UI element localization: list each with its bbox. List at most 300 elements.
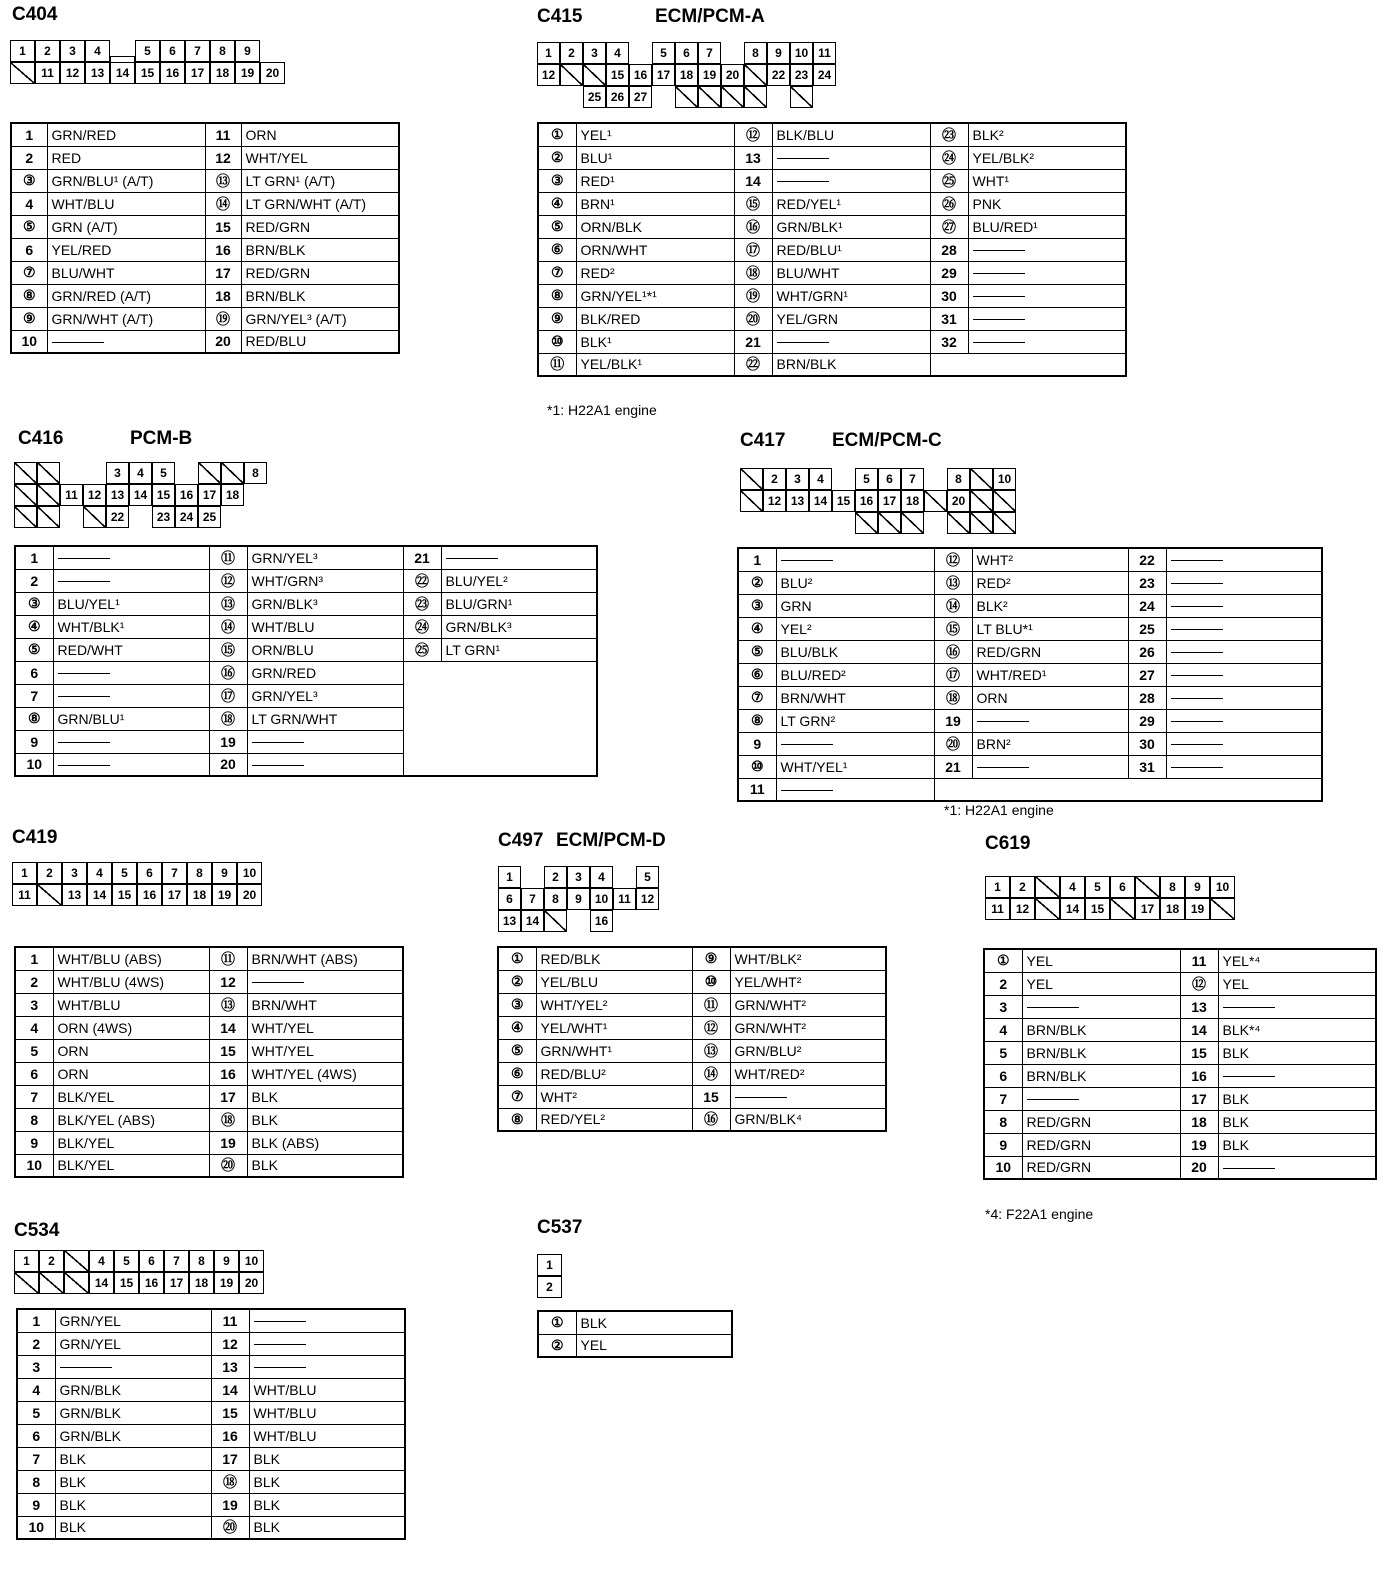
wire-color: WHT/BLU (ABS)	[53, 947, 209, 970]
table-row	[11, 261, 399, 284]
wire-color: GRN/YEL	[55, 1309, 211, 1332]
cavity-pin: 18	[901, 490, 924, 512]
table-row	[738, 709, 1322, 732]
pin-number: ㉖	[930, 192, 968, 215]
cavity-pin: 20	[721, 64, 744, 86]
wire-color: ORN (4WS)	[53, 1016, 209, 1039]
pin-number: ㉕	[403, 638, 441, 661]
pin-number: ⑬	[209, 592, 247, 615]
table-row	[11, 238, 399, 261]
pin-number: ㉔	[403, 615, 441, 638]
wire-color: WHT/RED¹	[972, 663, 1128, 686]
table-row	[15, 1039, 403, 1062]
cavity-unused	[901, 512, 924, 534]
table-row	[15, 1108, 403, 1131]
wire-color: GRN/YEL¹*¹	[576, 284, 734, 307]
cavity-pin: 24	[813, 64, 836, 86]
wire-color: BLU/YEL¹	[53, 592, 209, 615]
cavity-pin: 14	[110, 62, 135, 84]
cavity-pin: 8	[1160, 876, 1185, 898]
pinout-table	[16, 1308, 406, 1540]
wire-color	[1166, 755, 1322, 778]
cavity-pin: 8	[947, 468, 970, 490]
cavity-pin: 15	[1085, 898, 1110, 920]
cavity-pin: 2	[763, 468, 786, 490]
no-wire-dash	[58, 765, 110, 767]
cavity-pin: 11	[813, 42, 836, 64]
cavity-pin: 15	[152, 484, 175, 506]
wire-color: YEL²	[776, 617, 934, 640]
pin-number: 18	[205, 284, 241, 307]
cavity-pin: 16	[855, 490, 878, 512]
cavity-pin: 18	[221, 484, 244, 506]
pin-number: ⑨	[692, 947, 730, 970]
cavity-pin: 8	[544, 888, 567, 910]
cavity-pin: 15	[114, 1272, 139, 1294]
wire-color	[772, 169, 930, 192]
pin-number: 16	[211, 1424, 249, 1447]
table-row	[738, 617, 1322, 640]
wire-color: BLK/RED	[576, 307, 734, 330]
pin-number: 17	[211, 1447, 249, 1470]
cavity-unused	[675, 86, 698, 108]
pin-number: 11	[211, 1309, 249, 1332]
wire-color: RED/GRN	[241, 215, 399, 238]
cavity-unused	[37, 484, 60, 506]
footnote: *4: F22A1 engine	[985, 1206, 1094, 1222]
connector-subtitle: ECM/PCM-C	[832, 430, 942, 451]
wire-color: GRN/RED	[247, 661, 403, 684]
pin-number: ⑭	[692, 1062, 730, 1085]
wire-color: BRN/BLK	[241, 238, 399, 261]
cavity-pin: 9	[567, 888, 590, 910]
table-row	[538, 261, 1126, 284]
wire-color	[53, 730, 209, 753]
wire-color	[53, 684, 209, 707]
pin-number: 1	[738, 548, 776, 571]
wire-color: ORN/BLU	[247, 638, 403, 661]
cavity-pin: 19	[698, 64, 721, 86]
cavity-pin: 15	[606, 64, 629, 86]
table-row	[738, 663, 1322, 686]
wire-color: RED/BLK	[536, 947, 692, 970]
pin-number: ⑭	[209, 615, 247, 638]
cavity-unused	[947, 512, 970, 534]
wire-color: RED/GRN	[972, 640, 1128, 663]
table-row	[15, 684, 597, 707]
cavity-pin: 20	[239, 1272, 264, 1294]
no-wire-dash	[973, 319, 1025, 321]
wire-color	[1022, 995, 1180, 1018]
no-wire-dash	[977, 721, 1029, 723]
pin-number: 14	[734, 169, 772, 192]
wire-color: GRN/BLK³	[441, 615, 597, 638]
pin-number: 15	[211, 1401, 249, 1424]
pin-number: 5	[15, 1039, 53, 1062]
wire-color: GRN/BLU¹	[53, 707, 209, 730]
wire-color: RED/BLU²	[536, 1062, 692, 1085]
wire-color	[249, 1332, 405, 1355]
cavity-unused	[14, 462, 37, 484]
pin-number: ⑤	[738, 640, 776, 663]
cavity-pin: 10	[1210, 876, 1235, 898]
table-row	[15, 1131, 403, 1154]
table-row	[498, 1062, 886, 1085]
pin-number: 11	[205, 123, 241, 146]
wire-color: BLU¹	[576, 146, 734, 169]
pin-number: ④	[738, 617, 776, 640]
pinout-table	[737, 547, 1323, 802]
wire-color: BLU/WHT	[47, 261, 205, 284]
wire-color	[53, 753, 209, 776]
wire-color: GRN/RED (A/T)	[47, 284, 205, 307]
no-wire-dash	[1171, 744, 1223, 746]
cavity-pin: 18	[189, 1272, 214, 1294]
table-row	[498, 1039, 886, 1062]
pin-number: 4	[15, 1016, 53, 1039]
no-wire-dash	[1171, 606, 1223, 608]
pinout-table	[14, 545, 598, 777]
wire-color: GRN/BLK¹	[772, 215, 930, 238]
cavity-unused	[544, 910, 567, 932]
cavity-pin: 12	[83, 484, 106, 506]
pin-number: 3	[984, 995, 1022, 1018]
table-row	[538, 284, 1126, 307]
pin-number: ⑥	[498, 1062, 536, 1085]
cavity-pin: 8	[187, 862, 212, 884]
table-row	[498, 1108, 886, 1131]
empty-cell	[441, 753, 597, 776]
pin-number: ⑱	[734, 261, 772, 284]
table-row	[984, 995, 1376, 1018]
pin-number: 10	[984, 1156, 1022, 1179]
wire-color: WHT/BLU (4WS)	[53, 970, 209, 993]
cavity-unused	[1035, 898, 1060, 920]
cavity-unused	[698, 86, 721, 108]
pin-number: ㉗	[930, 215, 968, 238]
table-row	[15, 1062, 403, 1085]
cavity-unused	[744, 64, 767, 86]
pin-number: ③	[738, 594, 776, 617]
table-row	[11, 169, 399, 192]
wire-color	[247, 730, 403, 753]
wire-color: GRN/BLU²	[730, 1039, 886, 1062]
no-wire-dash	[1171, 675, 1223, 677]
no-wire-dash	[777, 342, 829, 344]
pin-number: 22	[1128, 548, 1166, 571]
wire-color: GRN/YEL³	[247, 546, 403, 569]
wire-color: WHT/BLU	[249, 1424, 405, 1447]
pin-number: ①	[538, 123, 576, 146]
pin-number: ⑫	[209, 569, 247, 592]
footnote: *1: H22A1 engine	[944, 802, 1054, 818]
cavity-pin: 4	[1060, 876, 1085, 898]
wire-color: YEL/RED	[47, 238, 205, 261]
pin-number: 2	[15, 569, 53, 592]
wire-color	[968, 261, 1126, 284]
wire-color: LT GRN¹	[441, 638, 597, 661]
cavity-pin: 3	[60, 40, 85, 62]
cavity-pin: 10	[239, 1250, 264, 1272]
pin-number: ⑫	[692, 1016, 730, 1039]
wire-color: BRN/WHT (ABS)	[247, 947, 403, 970]
cavity-unused	[221, 462, 244, 484]
pin-number: ⑨	[538, 307, 576, 330]
wire-color	[47, 330, 205, 353]
cavity-unused	[560, 64, 583, 86]
cavity-pin: 6	[878, 468, 901, 490]
pin-number: 30	[1128, 732, 1166, 755]
table-row	[984, 1018, 1376, 1041]
table-row	[17, 1493, 405, 1516]
table-row	[15, 546, 597, 569]
pin-number: 10	[15, 1154, 53, 1177]
cavity-pin: 5	[652, 42, 675, 64]
wire-color: YEL¹	[576, 123, 734, 146]
wire-color: GRN/YEL³ (A/T)	[241, 307, 399, 330]
pin-number: ⑤	[538, 215, 576, 238]
pin-number: 20	[209, 753, 247, 776]
cavity-unused	[970, 512, 993, 534]
no-wire-dash	[252, 742, 304, 744]
pin-number: ⑲	[205, 307, 241, 330]
table-row	[984, 1110, 1376, 1133]
pin-number: ⑧	[538, 284, 576, 307]
table-row	[984, 972, 1376, 995]
pin-number: 8	[984, 1110, 1022, 1133]
table-row	[11, 284, 399, 307]
table-row	[17, 1401, 405, 1424]
cavity-unused	[993, 512, 1016, 534]
wire-color: WHT/BLK¹	[53, 615, 209, 638]
wire-color: WHT/BLU	[47, 192, 205, 215]
pin-number: 2	[11, 146, 47, 169]
no-wire-dash	[973, 342, 1025, 344]
table-row	[17, 1355, 405, 1378]
no-wire-dash	[252, 982, 304, 984]
pin-number: 9	[15, 1131, 53, 1154]
no-wire-dash	[1223, 1076, 1275, 1078]
pinout-table	[10, 122, 400, 354]
pin-number: 14	[1180, 1018, 1218, 1041]
pin-number: 8	[15, 1108, 53, 1131]
cavity-unused	[14, 506, 37, 528]
cavity-pin: 2	[1010, 876, 1035, 898]
cavity-pin: 4	[129, 462, 152, 484]
wire-color: WHT/GRN³	[247, 569, 403, 592]
pinout-table	[537, 1310, 733, 1358]
wire-color: YEL/BLK¹	[576, 353, 734, 376]
cavity-pin: 18	[675, 64, 698, 86]
cavity-pin: 7	[164, 1250, 189, 1272]
cavity-pin: 4	[606, 42, 629, 64]
no-wire-dash	[60, 1367, 112, 1369]
wire-color	[55, 1355, 211, 1378]
cavity-pin: 22	[106, 506, 129, 528]
wire-color: BLK	[1218, 1041, 1376, 1064]
pin-number: 9	[17, 1493, 55, 1516]
wire-color: BLK	[247, 1154, 403, 1177]
connector-subtitle: PCM-B	[130, 428, 193, 449]
pin-number: ⑯	[734, 215, 772, 238]
pin-number: 19	[211, 1493, 249, 1516]
wire-color: GRN/BLK⁴	[730, 1108, 886, 1131]
pin-number: 2	[17, 1332, 55, 1355]
cavity-pin: 2	[537, 1276, 562, 1298]
pin-number: ⑳	[734, 307, 772, 330]
table-row	[538, 238, 1126, 261]
wire-color: BLK	[1218, 1110, 1376, 1133]
table-row	[738, 548, 1322, 571]
pin-number: 17	[205, 261, 241, 284]
pin-number: ⑧	[498, 1108, 536, 1131]
no-wire-dash	[1171, 629, 1223, 631]
pin-number: ④	[538, 192, 576, 215]
no-wire-dash	[252, 765, 304, 767]
wire-color: BLK	[1218, 1133, 1376, 1156]
wire-color: WHT/RED²	[730, 1062, 886, 1085]
cavity-pin: 26	[606, 86, 629, 108]
wire-color: YEL/GRN	[772, 307, 930, 330]
cavity-pin: 17	[198, 484, 221, 506]
pin-number: ②	[538, 146, 576, 169]
wire-color: GRN/WHT¹	[536, 1039, 692, 1062]
cavity-pin: 2	[544, 866, 567, 888]
pin-number: 3	[15, 993, 53, 1016]
cavity-unused	[37, 884, 62, 906]
no-wire-dash	[1171, 767, 1223, 769]
pin-number: 14	[211, 1378, 249, 1401]
empty-cell	[441, 684, 597, 707]
wire-color: WHT²	[536, 1085, 692, 1108]
wire-color: BLK (ABS)	[247, 1131, 403, 1154]
wire-color: GRN/BLK	[55, 1401, 211, 1424]
wire-color: BRN²	[972, 732, 1128, 755]
table-row	[738, 778, 1322, 801]
cavity-pin: 25	[198, 506, 221, 528]
cavity-unused	[970, 490, 993, 512]
connector-subtitle: ECM/PCM-A	[655, 6, 765, 27]
no-wire-dash	[58, 673, 110, 675]
cavity-pin: 5	[135, 40, 160, 62]
pin-number: 19	[209, 730, 247, 753]
wire-color: GRN/BLK	[55, 1378, 211, 1401]
cavity-pin: 20	[947, 490, 970, 512]
table-row	[984, 1156, 1376, 1179]
table-row	[498, 1016, 886, 1039]
table-row	[538, 307, 1126, 330]
pin-number: ⑲	[734, 284, 772, 307]
no-wire-dash	[58, 696, 110, 698]
no-wire-dash	[58, 742, 110, 744]
cavity-unused	[993, 490, 1016, 512]
wire-color: GRN/WHT (A/T)	[47, 307, 205, 330]
wire-color	[1218, 1156, 1376, 1179]
pin-number: ①	[498, 947, 536, 970]
table-row	[538, 215, 1126, 238]
pin-number: ④	[15, 615, 53, 638]
pin-number: 4	[11, 192, 47, 215]
pin-number: 21	[403, 546, 441, 569]
pin-number: 10	[17, 1516, 55, 1539]
wire-color: RED/GRN	[1022, 1156, 1180, 1179]
pin-number: 8	[17, 1470, 55, 1493]
no-wire-dash	[58, 581, 110, 583]
cavity-pin: 12	[763, 490, 786, 512]
wire-color	[776, 732, 934, 755]
cavity-pin: 13	[62, 884, 87, 906]
wire-color	[772, 146, 930, 169]
pin-number: ⑩	[538, 330, 576, 353]
pin-number: 4	[17, 1378, 55, 1401]
wire-color: WHT/BLU	[249, 1378, 405, 1401]
cavity-pin: 9	[235, 40, 260, 62]
pin-number: ⑮	[209, 638, 247, 661]
pin-number: ⑰	[209, 684, 247, 707]
cavity-pin: 5	[1085, 876, 1110, 898]
wire-color	[1022, 1087, 1180, 1110]
pin-number: ②	[538, 1334, 576, 1357]
no-wire-dash	[1171, 652, 1223, 654]
cavity-pin: 11	[60, 484, 83, 506]
wire-color	[53, 569, 209, 592]
cavity-pin: 1	[537, 1254, 562, 1276]
wire-color: BRN/BLK	[241, 284, 399, 307]
no-wire-dash	[781, 560, 833, 562]
pin-number: ⑯	[934, 640, 972, 663]
cavity-pin: 11	[12, 884, 37, 906]
pin-number: ⑪	[209, 546, 247, 569]
wire-color	[53, 661, 209, 684]
wire-color: BLU/YEL²	[441, 569, 597, 592]
table-row	[984, 1041, 1376, 1064]
cavity-pin: 15	[112, 884, 137, 906]
table-row	[538, 353, 1126, 376]
wire-color: RED/GRN	[241, 261, 399, 284]
pin-number: ④	[498, 1016, 536, 1039]
pin-number: 2	[984, 972, 1022, 995]
pin-number: 29	[1128, 709, 1166, 732]
wire-color: ORN/WHT	[576, 238, 734, 261]
cavity-unused	[740, 490, 763, 512]
wire-color	[1166, 663, 1322, 686]
pin-number: ⑭	[205, 192, 241, 215]
pin-number: 19	[934, 709, 972, 732]
cavity-pin: 6	[1110, 876, 1135, 898]
pin-number: 27	[1128, 663, 1166, 686]
wire-color	[730, 1085, 886, 1108]
cavity-pin: 24	[175, 506, 198, 528]
wire-color: GRN/WHT²	[730, 1016, 886, 1039]
pin-number: ①	[984, 949, 1022, 972]
cavity-pin: 7	[185, 40, 210, 62]
connector-title: C537	[537, 1217, 583, 1238]
cavity-unused	[583, 64, 606, 86]
wire-color: ORN	[972, 686, 1128, 709]
wire-color: WHT¹	[968, 169, 1126, 192]
pin-number: ⑳	[209, 1154, 247, 1177]
cavity-pin: 2	[35, 40, 60, 62]
pin-number: ①	[538, 1311, 576, 1334]
pinout-table	[14, 946, 404, 1178]
wire-color: BLK	[55, 1516, 211, 1539]
wire-color: BLK/YEL	[53, 1131, 209, 1154]
wire-color: BLK/YEL	[53, 1154, 209, 1177]
pin-number: 13	[1180, 995, 1218, 1018]
wire-color	[772, 330, 930, 353]
table-row	[11, 307, 399, 330]
cavity-pin: 7	[162, 862, 187, 884]
